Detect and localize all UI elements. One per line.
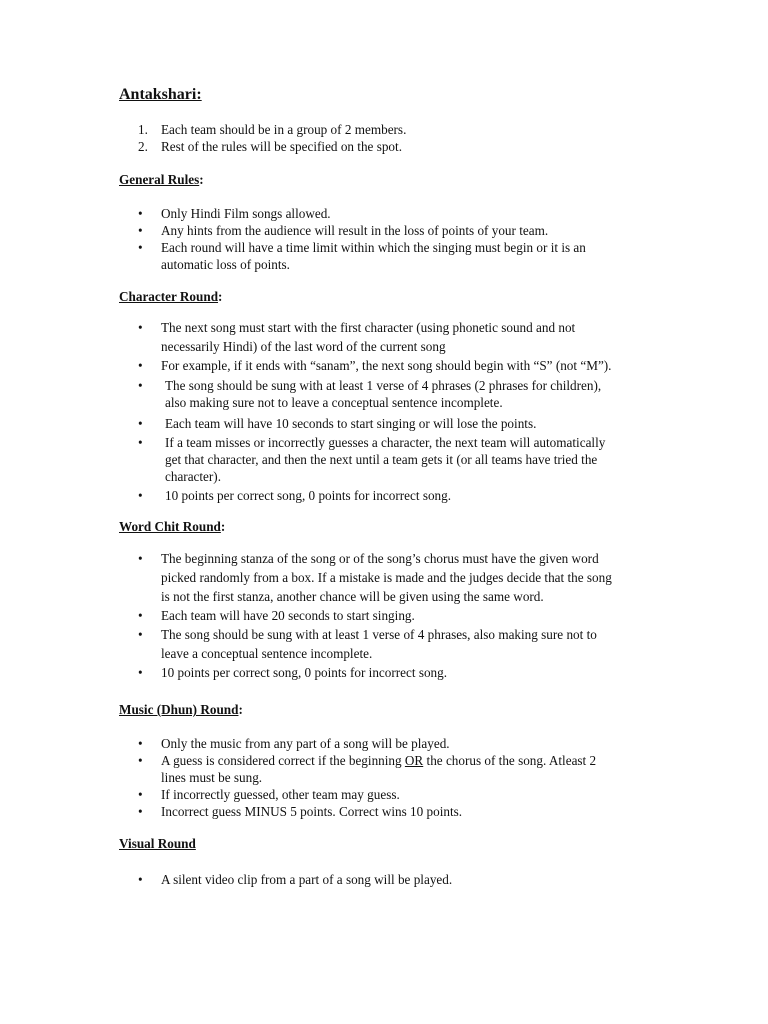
list-item: • A silent video clip from a part of a song will be played. <box>138 872 453 887</box>
section-heading-word-chit-round: Word Chit Round: <box>119 519 226 534</box>
section-heading-general-rules: General Rules: <box>119 172 204 187</box>
bullet-icon: • <box>138 665 143 680</box>
list-item: • Incorrect guess MINUS 5 points. Correct wins 10 points. <box>138 804 463 819</box>
section-heading-visual-round: Visual Round <box>119 836 196 851</box>
bullet-icon: • <box>138 872 143 887</box>
list-number: 1. <box>138 122 148 137</box>
list-item: • Any hints from the audience will result in the loss of points of your team. <box>138 223 549 238</box>
bullet-icon: • <box>138 223 143 238</box>
bullet-icon: • <box>138 320 143 335</box>
list-item: • If incorrectly guessed, other team may guess. <box>138 787 400 802</box>
list-item: • If a team misses or incorrectly guesses a character, the next team will automatically get that character, and then the next until a team gets it (or all teams have tried the character). <box>138 435 606 484</box>
list-item: • Only Hindi Film songs allowed. <box>138 206 331 221</box>
page-title: Antakshari: <box>119 86 202 103</box>
bullet-icon: • <box>138 736 143 751</box>
music-round-list <box>0 735 768 820</box>
list-item: • Each team will have 20 seconds to start singing. <box>138 608 415 623</box>
bullet-icon: • <box>138 608 143 623</box>
list-item: • Each team will have 10 seconds to start singing or will lose the points. <box>138 416 537 431</box>
bullet-icon: • <box>138 206 143 221</box>
list-item: • The beginning stanza of the song or of the song’s chorus must have the given word picked randomly from a box. If a mistake is made and the judges decide that the song is not the first stanza, another chance will be given using the same word. <box>138 551 612 604</box>
list-item: • For example, if it ends with “sanam”, the next song should begin with “S” (not “M”). <box>138 358 612 373</box>
intro-list <box>0 121 768 155</box>
bullet-icon: • <box>138 804 143 819</box>
bullet-icon: • <box>138 627 143 642</box>
bullet-icon: • <box>138 787 143 802</box>
list-item: • The song should be sung with at least 1 verse of 4 phrases, also making sure not to leave a conceptual sentence incomplete. <box>138 627 597 661</box>
bullet-icon: • <box>138 488 143 503</box>
list-item: • The next song must start with the first character (using phonetic sound and not necessarily Hindi) of the last word of the current song <box>138 320 576 354</box>
section-heading-music-round: Music (Dhun) Round: <box>119 702 243 717</box>
bullet-icon: • <box>138 378 143 393</box>
bullet-icon: • <box>138 240 143 255</box>
bullet-icon: • <box>138 435 143 450</box>
list-item: • A guess is considered correct if the beginning OR the chorus of the song. Atleast 2 lines must be sung. <box>138 753 597 785</box>
bullet-icon: • <box>138 551 143 566</box>
visual-round-list <box>0 871 768 888</box>
character-round-list <box>0 318 768 505</box>
list-number: 2. <box>138 139 148 154</box>
list-item: 2. Rest of the rules will be specified on the spot. <box>138 139 402 154</box>
word-chit-round-list <box>0 549 768 682</box>
bullet-icon: • <box>138 753 143 768</box>
bullet-icon: • <box>138 416 143 431</box>
list-item: • 10 points per correct song, 0 points for incorrect song. <box>138 488 452 503</box>
list-item: 1. Each team should be in a group of 2 members. <box>138 122 407 137</box>
list-item: • Only the music from any part of a song will be played. <box>138 736 450 751</box>
list-item: • The song should be sung with at least 1 verse of 4 phrases (2 phrases for children), also making sure not to leave a conceptual sentence incomplete. <box>138 378 602 410</box>
bullet-icon: • <box>138 358 143 373</box>
list-item: • 10 points per correct song, 0 points for incorrect song. <box>138 665 448 680</box>
section-heading-character-round: Character Round: <box>119 289 223 304</box>
general-rules-list <box>0 205 768 273</box>
list-item: • Each round will have a time limit within which the singing must begin or it is an automatic loss of points. <box>138 240 586 272</box>
